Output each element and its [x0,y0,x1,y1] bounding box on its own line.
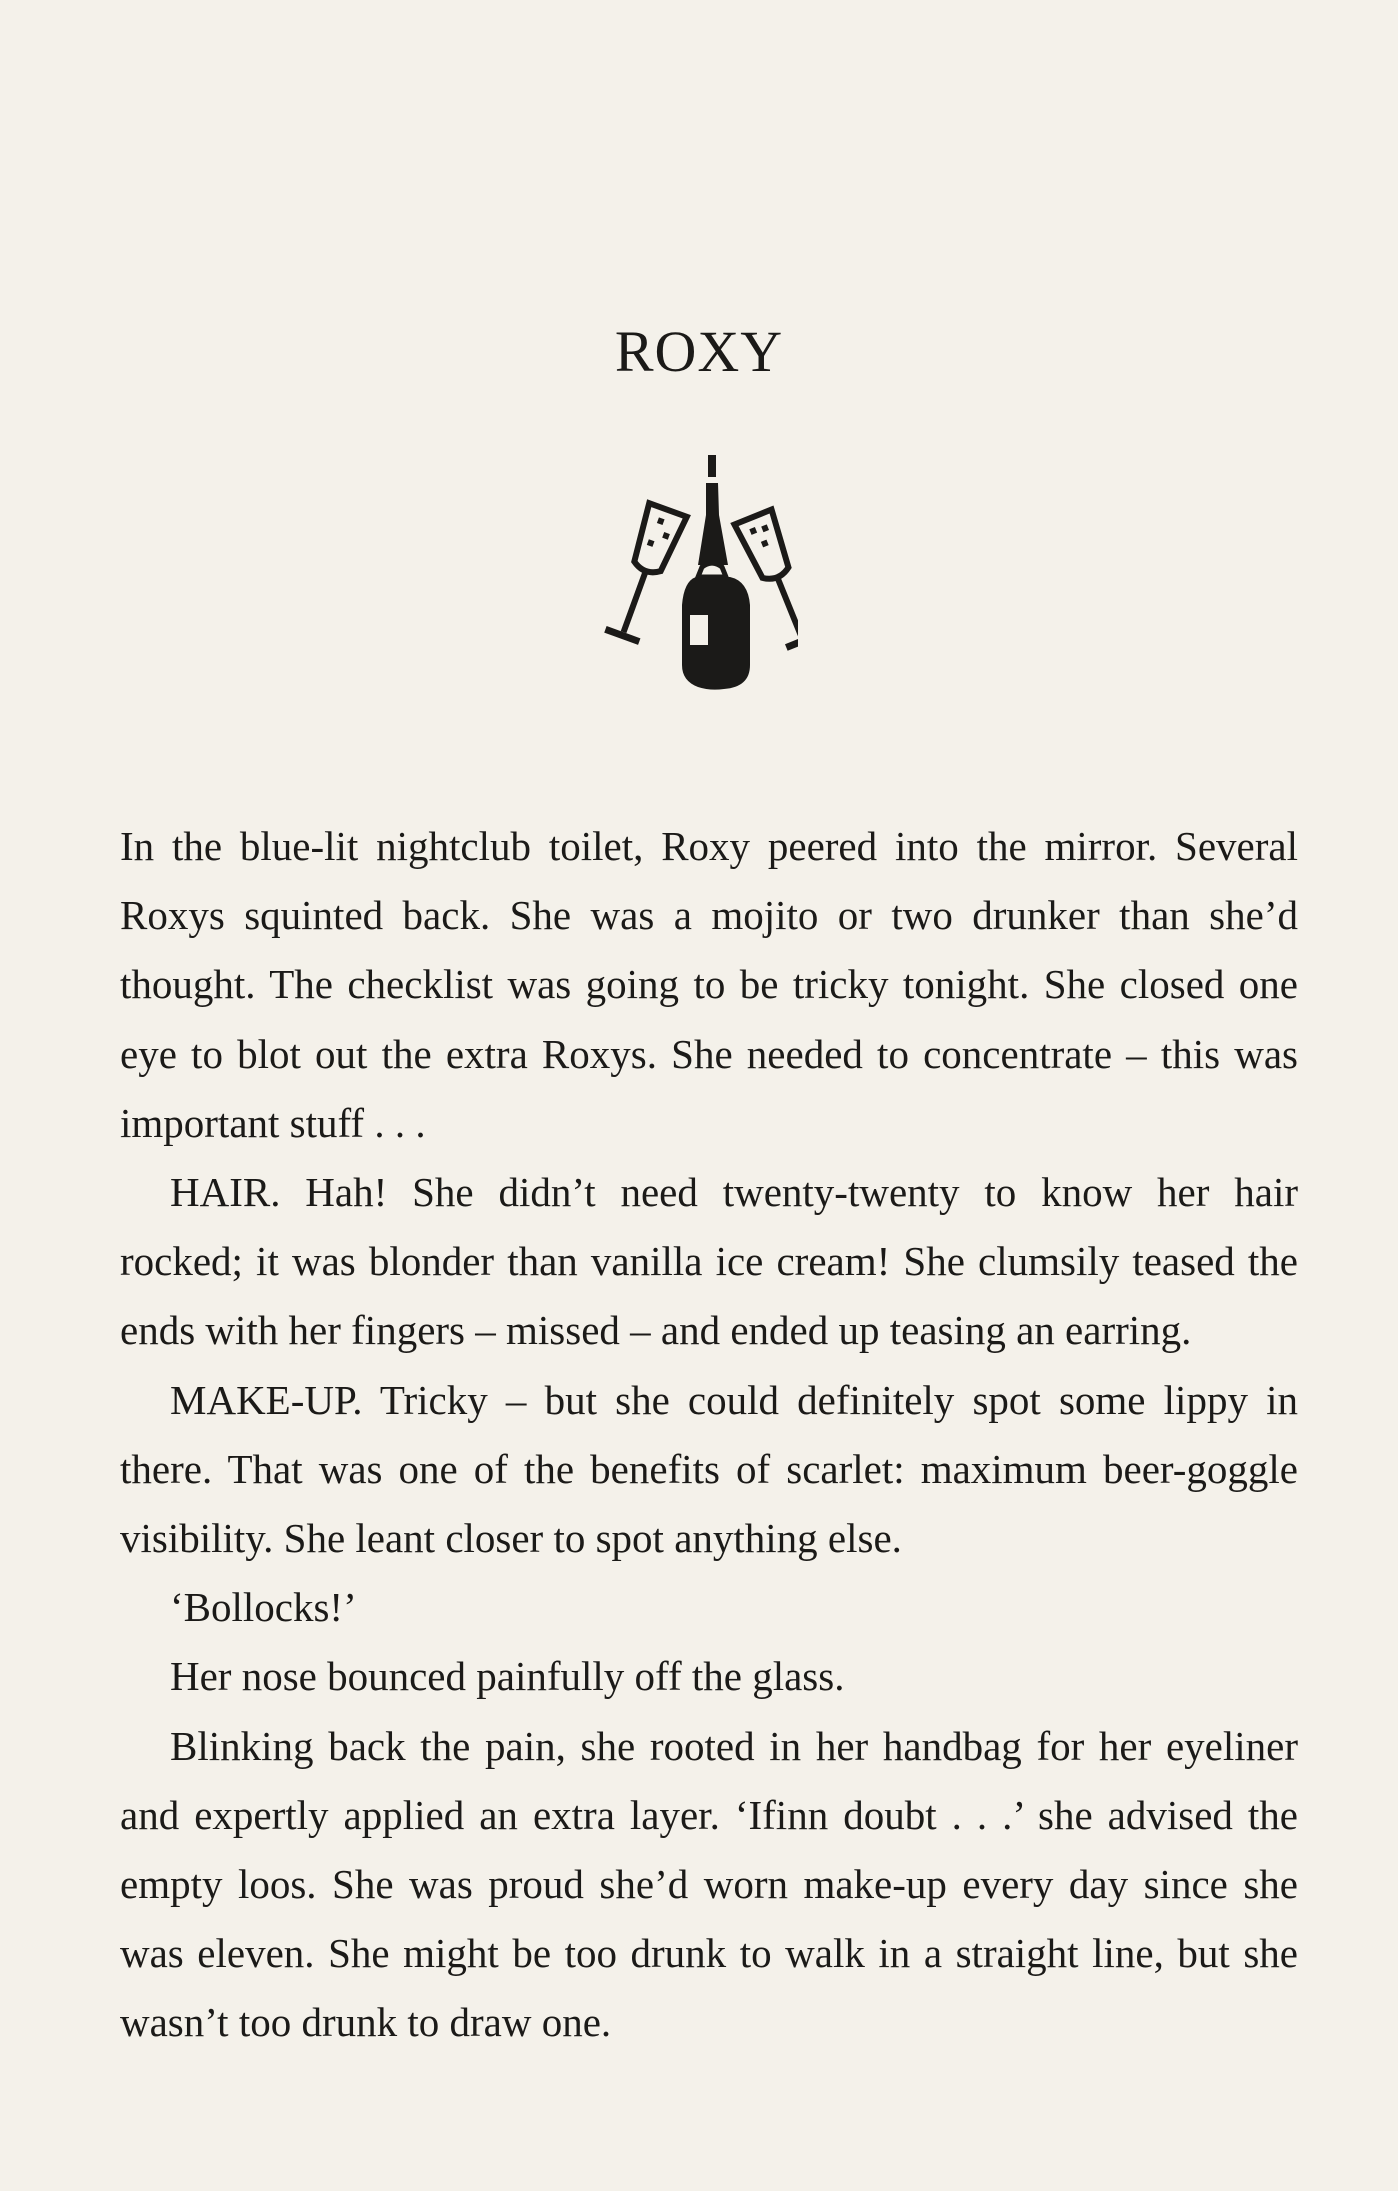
paragraph-3: MAKE-UP. Tricky – but she could definitely spot some lippy in there. That was one of the benefits of scarlet: maximum beer-goggle visibility. She leant closer to spot anything else. [120,1376,1298,1562]
paragraph-1: In the blue-lit nightclub toilet, Roxy peered into the mirror. Several Roxys squinted back. She was a mojito or two drunker than she’d thought. The checklist was going to be tricky tonight. She closed one eye to blot out the extra Roxys. She needed to concentrate – this was important stuff . . . [120,823,1298,1146]
champagne-bottle-and-glasses-icon [598,455,798,695]
paragraph-6: Blinking back the pain, she rooted in her handbag for her eyeliner and expertly applied an extra layer. ‘Ifinn doubt . . .’ she advised the empty loos. She was proud she’d worn make-up every day since she was eleven. She might be too drunk to walk in a straight line, but she wasn’t too drunk to draw one. [120,1722,1298,2046]
body-text [120,812,1298,2058]
paragraph-5: Her nose bounced painfully off the glass. [170,1653,845,1700]
chapter-title: ROXY [614,319,784,384]
paragraph-2: HAIR. Hah! She didn’t need twenty-twenty to know her hair rocked; it was blonder than vanilla ice cream! She clumsily teased the ends with her fingers – missed – and ended up teasing an earring. [120,1169,1298,1354]
paragraph-4: ‘Bollocks!’ [170,1584,357,1631]
bleed-through-shadow [120,60,1300,126]
